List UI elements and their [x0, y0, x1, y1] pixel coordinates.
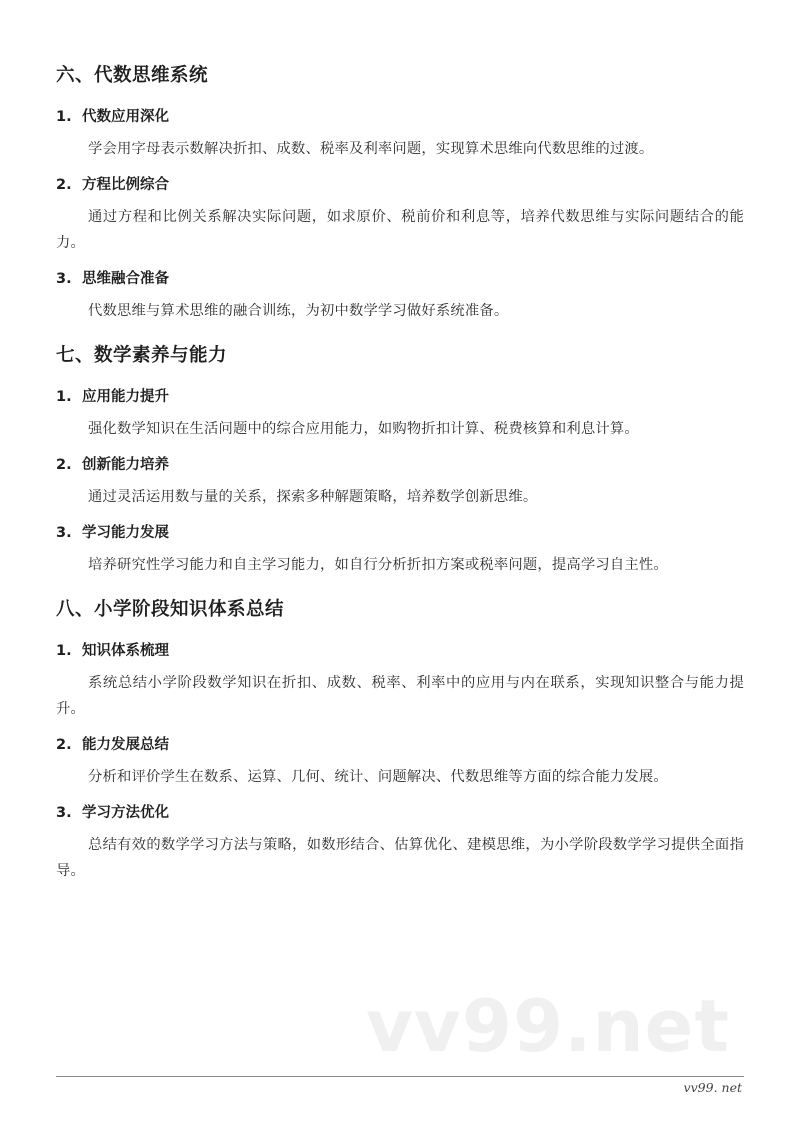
item-heading [56, 266, 744, 292]
item-number: 1. [56, 643, 72, 659]
item-heading [56, 800, 744, 826]
item-number: 2. [56, 457, 72, 473]
item-body: 总结有效的数学学习方法与策略，如数形结合、估算优化、建模思维，为小学阶段数学学习提供全面指导。 [56, 837, 744, 879]
footer-site-label: vv99. net [683, 1080, 742, 1095]
item-heading [56, 638, 744, 664]
item-number: 2. [56, 737, 72, 753]
item-title: 创新能力培养 [82, 457, 169, 473]
item-body: 通过灵活运用数与量的关系，探索多种解题策略，培养数学创新思维。 [88, 489, 538, 505]
list-item [56, 104, 744, 162]
list-item [56, 732, 744, 790]
item-number: 1. [56, 389, 72, 405]
item-heading [56, 452, 744, 478]
item-heading [56, 172, 744, 198]
document-page [56, 58, 744, 898]
item-body: 培养研究性学习能力和自主学习能力，如自行分析折扣方案或税率问题，提高学习自主性。 [88, 557, 668, 573]
item-title: 学习方法优化 [82, 805, 169, 821]
section-math-literacy [56, 338, 744, 578]
item-body: 分析和评价学生在数系、运算、几何、统计、问题解决、代数思维等方面的综合能力发展。 [88, 769, 668, 785]
item-title: 思维融合准备 [82, 271, 169, 287]
item-title: 能力发展总结 [82, 737, 169, 753]
list-item [56, 384, 744, 442]
item-number: 2. [56, 177, 72, 193]
item-title: 知识体系梳理 [82, 643, 169, 659]
section-knowledge-summary [56, 592, 744, 884]
item-body: 学会用字母表示数解决折扣、成数、税率及利率问题，实现算术思维向代数思维的过渡。 [88, 141, 654, 157]
section-title: 七、数学素养与能力 [56, 345, 228, 366]
section-title: 八、小学阶段知识体系总结 [56, 599, 285, 620]
item-title: 代数应用深化 [82, 109, 169, 125]
list-item [56, 172, 744, 256]
item-body: 代数思维与算术思维的融合训练，为初中数学学习做好系统准备。 [88, 303, 509, 319]
item-heading [56, 520, 744, 546]
list-item [56, 452, 744, 510]
item-number: 3. [56, 805, 72, 821]
item-heading [56, 732, 744, 758]
list-item [56, 638, 744, 722]
item-number: 1. [56, 109, 72, 125]
watermark: vv99.net [366, 984, 730, 1068]
item-title: 方程比例综合 [82, 177, 169, 193]
item-heading [56, 384, 744, 410]
section-title: 六、代数思维系统 [56, 65, 209, 86]
item-body: 强化数学知识在生活问题中的综合应用能力，如购物折扣计算、税费核算和利息计算。 [88, 421, 639, 437]
footer-divider [56, 1076, 744, 1077]
item-number: 3. [56, 271, 72, 287]
item-number: 3. [56, 525, 72, 541]
item-body: 通过方程和比例关系解决实际问题，如求原价、税前价和利息等，培养代数思维与实际问题结合的能力。 [56, 209, 744, 251]
list-item [56, 520, 744, 578]
list-item [56, 266, 744, 324]
item-body: 系统总结小学阶段数学知识在折扣、成数、税率、利率中的应用与内在联系，实现知识整合与能力提升。 [56, 675, 744, 717]
item-title: 应用能力提升 [82, 389, 169, 405]
item-title: 学习能力发展 [82, 525, 169, 541]
item-heading [56, 104, 744, 130]
list-item [56, 800, 744, 884]
section-algebra-thinking [56, 58, 744, 324]
